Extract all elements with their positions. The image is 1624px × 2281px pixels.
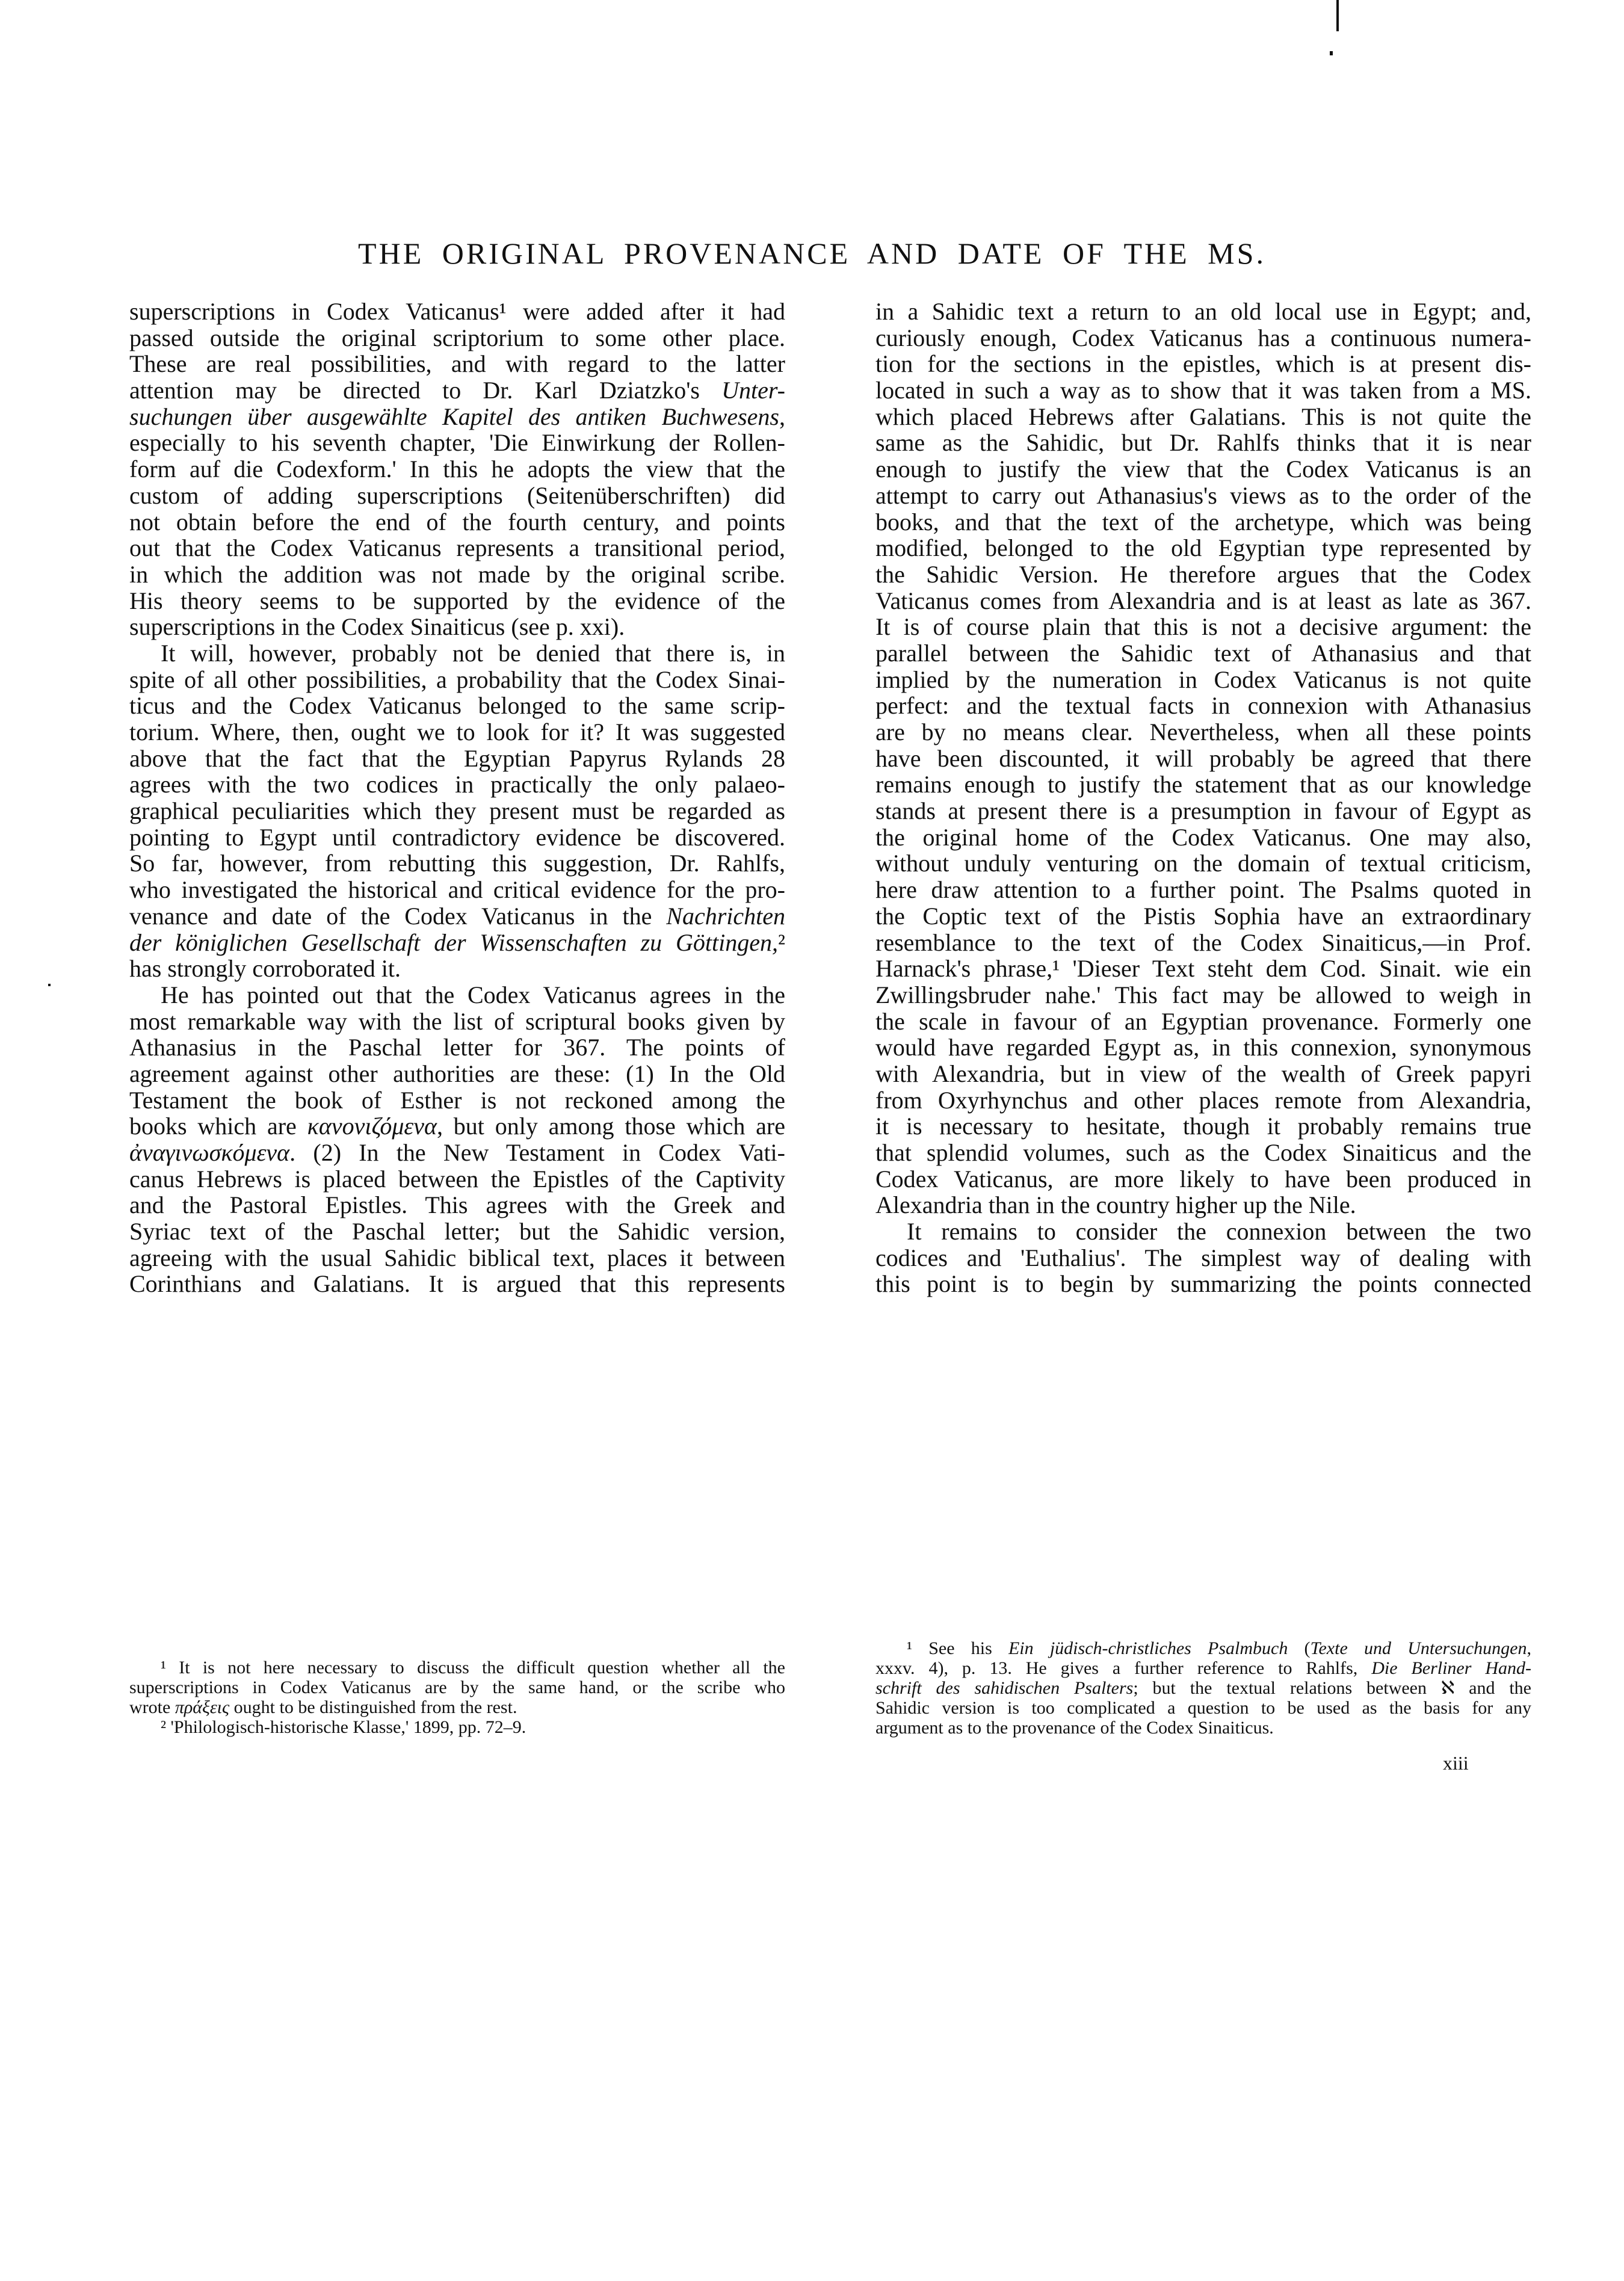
text-line [875, 1140, 1531, 1166]
text-run: venance and date of the Codex Vaticanus in the [129, 902, 667, 930]
text-line [129, 377, 785, 404]
text-run: located in such a way as to show that it was taken from a MS. [875, 377, 1531, 404]
text-line [129, 456, 785, 483]
text-run: enough to justify the view that the Codex Vaticanus is an [875, 455, 1531, 483]
text-line [875, 298, 1531, 325]
footnote-line [875, 1698, 1531, 1718]
text-line [129, 719, 785, 745]
text-run: that splendid volumes, such as the Codex Sinaiticus and the [875, 1139, 1531, 1166]
text-line [875, 404, 1531, 430]
text-run: who investigated the historical and critical evidence for the pro- [129, 876, 785, 904]
italic-text: suchungen über ausgewählte Kapitel des antiken Buchwesens [129, 403, 779, 430]
text-line [875, 1087, 1531, 1114]
text-line [129, 430, 785, 456]
text-line [875, 877, 1531, 903]
text-line [875, 903, 1531, 930]
text-run: It will, however, probably not be denied that there is, in [161, 639, 785, 667]
text-run: pointing to Egypt until contradictory evidence be discovered. [129, 823, 785, 851]
text-line [875, 588, 1531, 614]
text-run: It remains to consider the connexion between the two [907, 1218, 1531, 1245]
text-run: here draw attention to a further point. The Psalms quoted in [875, 876, 1531, 904]
text-line [875, 1166, 1531, 1193]
text-run: codices and 'Euthalius'. The simplest way of dealing with [875, 1244, 1531, 1271]
text-run: ought to be distinguished from the rest. [229, 1697, 517, 1717]
text-line [129, 483, 785, 509]
text-line [875, 1008, 1531, 1035]
text-line [875, 955, 1531, 982]
text-run: , but only among those which are [436, 1113, 785, 1140]
text-line [129, 298, 785, 325]
italic-text: Die Berliner Hand- [1371, 1658, 1531, 1678]
text-line [129, 614, 785, 640]
text-run: custom of adding superscriptions (Seitenüberschriften) did [129, 481, 785, 509]
text-line [129, 509, 785, 536]
text-run: most remarkable way with the list of scriptural books given by [129, 1007, 785, 1035]
footnote-line [875, 1718, 1531, 1738]
text-line [875, 930, 1531, 956]
text-line [129, 1166, 785, 1193]
text-run: Harnack's phrase,¹ 'Dieser Text steht dem Cod. Sinait. wie ein [875, 955, 1531, 983]
text-run: out that the Codex Vaticanus represents a transitional period, [129, 534, 785, 562]
text-run: has strongly corroborated it. [129, 955, 401, 983]
text-run: graphical peculiarities which they present must be regarded as [129, 797, 785, 825]
text-run: wrote [129, 1697, 175, 1717]
text-line [129, 667, 785, 693]
text-line [129, 955, 785, 982]
text-line [875, 1271, 1531, 1297]
text-line [875, 982, 1531, 1008]
text-run: perfect: and the textual facts in connexion with Athanasius [875, 692, 1531, 720]
text-line [129, 404, 785, 430]
text-run: xxxv. 4), p. 13. He gives a further reference to Rahlfs, [875, 1658, 1372, 1678]
text-run: parallel between the Sahidic text of Athanasius and that [875, 639, 1531, 667]
text-line [129, 1245, 785, 1271]
footnote-line [129, 1717, 785, 1737]
text-run: this point is to begin by summarizing the points connected [875, 1270, 1531, 1298]
text-line [129, 640, 785, 667]
text-run: superscriptions in the Codex Sinaiticus (see p. xxi). [129, 613, 625, 641]
text-run: in a Sahidic text a return to an old local use in Egypt; and, [875, 298, 1531, 325]
italic-text: Nachrichten [666, 902, 785, 930]
italic-text: Texte und Untersuchungen [1310, 1638, 1527, 1658]
text-run: it is necessary to hesitate, though it probably remains true [875, 1113, 1531, 1140]
text-run: would have regarded Egypt as, in this connexion, synonymous [875, 1034, 1531, 1061]
text-line [875, 377, 1531, 404]
page-number: xiii [1443, 1752, 1469, 1774]
scan-mark [1336, 0, 1339, 31]
text-line [875, 719, 1531, 745]
text-line [129, 877, 785, 903]
italic-text: πράξεις [174, 1697, 230, 1717]
text-run: modified, belonged to the old Egyptian type represented by [875, 534, 1531, 562]
text-run: stands at present there is a presumption in favour of Egypt as [875, 797, 1531, 825]
italic-text: Ein jüdisch-christliches Psalmbuch [1008, 1638, 1288, 1658]
text-run: ² 'Philologisch-historische Klasse,' 1899, pp. 72–9. [161, 1717, 526, 1737]
text-run: the original home of the Codex Vaticanus. One may also, [875, 823, 1531, 851]
text-run: attention may be directed to Dr. Karl Dziatzko's [129, 377, 722, 404]
text-run: passed outside the original scriptorium to some other place. [129, 324, 785, 351]
text-run: torium. Where, then, ought we to look for it? It was suggested [129, 718, 785, 745]
text-run: Athanasius in the Paschal letter for 367. The points of [129, 1034, 785, 1061]
text-run: without unduly venturing on the domain of textual criticism, [875, 850, 1531, 877]
text-run: Vaticanus comes from Alexandria and is at least as late as 367. [875, 587, 1531, 614]
text-line [129, 1034, 785, 1061]
text-run: and the Pastoral Epistles. This agrees with the Greek and [129, 1191, 785, 1219]
text-line [129, 1008, 785, 1035]
text-line [875, 509, 1531, 536]
text-run: agrees with the two codices in practically the only palaeo- [129, 771, 785, 798]
text-run: , [779, 403, 785, 430]
text-run: Alexandria than in the country higher up the Nile. [875, 1191, 1356, 1219]
text-run: argument as to the provenance of the Codex Sinaiticus. [875, 1718, 1274, 1738]
left-footnotes [129, 1658, 785, 1737]
text-line [875, 640, 1531, 667]
italic-text: der königlichen Gesellschaft der Wissenschaften zu Göttingen, [129, 928, 778, 956]
text-run: curiously enough, Codex Vaticanus has a continuous numera- [875, 324, 1531, 351]
text-run: His theory seems to be supported by the evidence of the [129, 587, 785, 614]
text-run: Zwillingsbruder nahe.' This fact may be allowed to weigh in [875, 981, 1531, 1008]
text-run: agreement against other authorities are these: (1) In the Old [129, 1060, 785, 1087]
text-run: books, and that the text of the archetype, which was being [875, 508, 1531, 536]
text-run: . (2) In the New Testament in Codex Vati- [289, 1139, 785, 1166]
footnote-line [875, 1678, 1531, 1698]
text-run: superscriptions in Codex Vaticanus are by the same hand, or the scribe who [129, 1678, 785, 1697]
scan-mark [1330, 51, 1333, 55]
text-run: especially to his seventh chapter, 'Die Einwirkung der Rollen- [129, 429, 785, 457]
text-run: remains enough to justify the statement that as our knowledge [875, 771, 1531, 798]
text-run: ticus and the Codex Vaticanus belonged to the same scrip- [129, 692, 785, 720]
text-line [129, 1140, 785, 1166]
text-line [129, 1192, 785, 1218]
text-line [875, 561, 1531, 588]
text-run: It is of course plain that this is not a decisive argument: the [875, 613, 1531, 641]
italic-text: Unter- [721, 377, 785, 404]
text-line [129, 588, 785, 614]
text-run: form auf die Codexform.' In this he adopts the view that the [129, 455, 785, 483]
text-run: superscriptions in Codex Vaticanus¹ were added after it had [129, 298, 785, 325]
text-line [129, 1061, 785, 1087]
text-line [875, 614, 1531, 640]
italic-text: ἀναγινωσκόμενα [129, 1139, 290, 1166]
text-line [129, 903, 785, 930]
text-line [129, 535, 785, 561]
text-line [129, 745, 785, 772]
text-line [129, 561, 785, 588]
footnote-line [129, 1678, 785, 1697]
text-line [129, 982, 785, 1008]
right-footnotes [875, 1638, 1531, 1738]
text-run: from Oxyrhynchus and other places remote from Alexandria, [875, 1086, 1531, 1114]
text-run: These are real possibilities, and with regard to the latter [129, 350, 785, 378]
text-line [875, 745, 1531, 772]
text-line [129, 824, 785, 851]
text-run: resemblance to the text of the Codex Sinaiticus,—in Prof. [875, 928, 1531, 956]
text-run: canus Hebrews is placed between the Epistles of the Captivity [129, 1165, 785, 1193]
text-run: same as the Sahidic, but Dr. Rahlfs thinks that it is near [875, 429, 1531, 457]
text-run: ² [778, 928, 785, 956]
text-run: Testament the book of Esther is not reckoned among the [129, 1086, 785, 1114]
text-run: tion for the sections in the epistles, which is at present dis- [875, 350, 1531, 378]
text-run: ¹ See his [907, 1638, 1008, 1658]
text-run: , [1527, 1638, 1531, 1658]
text-run: above that the fact that the Egyptian Papyrus Rylands 28 [129, 744, 785, 772]
text-line [875, 667, 1531, 693]
text-line [875, 456, 1531, 483]
text-run: with Alexandria, but in view of the wealth of Greek papyri [875, 1060, 1531, 1087]
text-run: the Sahidic Version. He therefore argues that the Codex [875, 560, 1531, 588]
text-run: have been discounted, it will probably be agreed that there [875, 744, 1531, 772]
text-line [875, 325, 1531, 351]
text-run: Corinthians and Galatians. It is argued that this represents [129, 1270, 785, 1298]
footnote-line [875, 1658, 1531, 1678]
text-line [875, 1061, 1531, 1087]
text-line [875, 430, 1531, 456]
text-line [129, 771, 785, 798]
footnote-line [875, 1638, 1531, 1658]
text-line [129, 930, 785, 956]
text-run: are by no means clear. Nevertheless, when all these points [875, 718, 1531, 745]
text-line [129, 850, 785, 877]
text-line [875, 1192, 1531, 1218]
text-run: He has pointed out that the Codex Vaticanus agrees in the [161, 981, 785, 1008]
text-line [875, 483, 1531, 509]
text-line [129, 798, 785, 824]
text-line [875, 351, 1531, 377]
text-line [875, 1218, 1531, 1245]
right-text-column [875, 298, 1531, 1297]
text-line [875, 771, 1531, 798]
text-run: in which the addition was not made by the original scribe. [129, 560, 785, 588]
text-line [875, 1113, 1531, 1140]
text-run: So far, however, from rebutting this suggestion, Dr. Rahlfs, [129, 850, 785, 877]
text-line [875, 1034, 1531, 1061]
text-run: the scale in favour of an Egyptian provenance. Formerly one [875, 1007, 1531, 1035]
text-line [129, 351, 785, 377]
text-line [875, 824, 1531, 851]
italic-text: schrift des sahidischen Psalters [875, 1678, 1134, 1698]
text-line [129, 693, 785, 719]
scan-mark [48, 984, 51, 986]
footnote-line [129, 1658, 785, 1678]
text-line [875, 798, 1531, 824]
text-line [129, 1218, 785, 1245]
text-run: the Coptic text of the Pistis Sophia have an extraordinary [875, 902, 1531, 930]
text-line [875, 693, 1531, 719]
text-run: Codex Vaticanus, are more likely to have been produced in [875, 1165, 1531, 1193]
text-line [129, 1271, 785, 1297]
text-run: ; but the textual relations between ℵ and the [1133, 1678, 1531, 1698]
text-run: attempt to carry out Athanasius's views as to the order of the [875, 481, 1531, 509]
text-line [129, 325, 785, 351]
left-text-column [129, 298, 785, 1297]
text-run: spite of all other possibilities, a probability that the Codex Sinai- [129, 665, 785, 693]
text-run: Syriac text of the Paschal letter; but the Sahidic version, [129, 1218, 785, 1245]
text-line [129, 1087, 785, 1114]
italic-text: κανονιζόμενα [307, 1113, 437, 1140]
text-run: not obtain before the end of the fourth century, and points [129, 508, 785, 536]
text-line [875, 535, 1531, 561]
text-line [129, 1113, 785, 1140]
text-run: books which are [129, 1113, 307, 1140]
text-run: implied by the numeration in Codex Vaticanus is not quite [875, 665, 1531, 693]
running-head: THE ORIGINAL PROVENANCE AND DATE OF THE MS. [358, 236, 1266, 270]
text-line [875, 850, 1531, 877]
text-run: which placed Hebrews after Galatians. This is not quite the [875, 403, 1531, 430]
text-line [875, 1245, 1531, 1271]
footnote-line [129, 1697, 785, 1717]
text-run: ¹ It is not here necessary to discuss the difficult question whether all the [161, 1658, 785, 1678]
text-run: Sahidic version is too complicated a question to be used as the basis for any [875, 1698, 1531, 1718]
text-run: agreeing with the usual Sahidic biblical text, places it between [129, 1244, 785, 1271]
text-run: ( [1288, 1638, 1311, 1658]
